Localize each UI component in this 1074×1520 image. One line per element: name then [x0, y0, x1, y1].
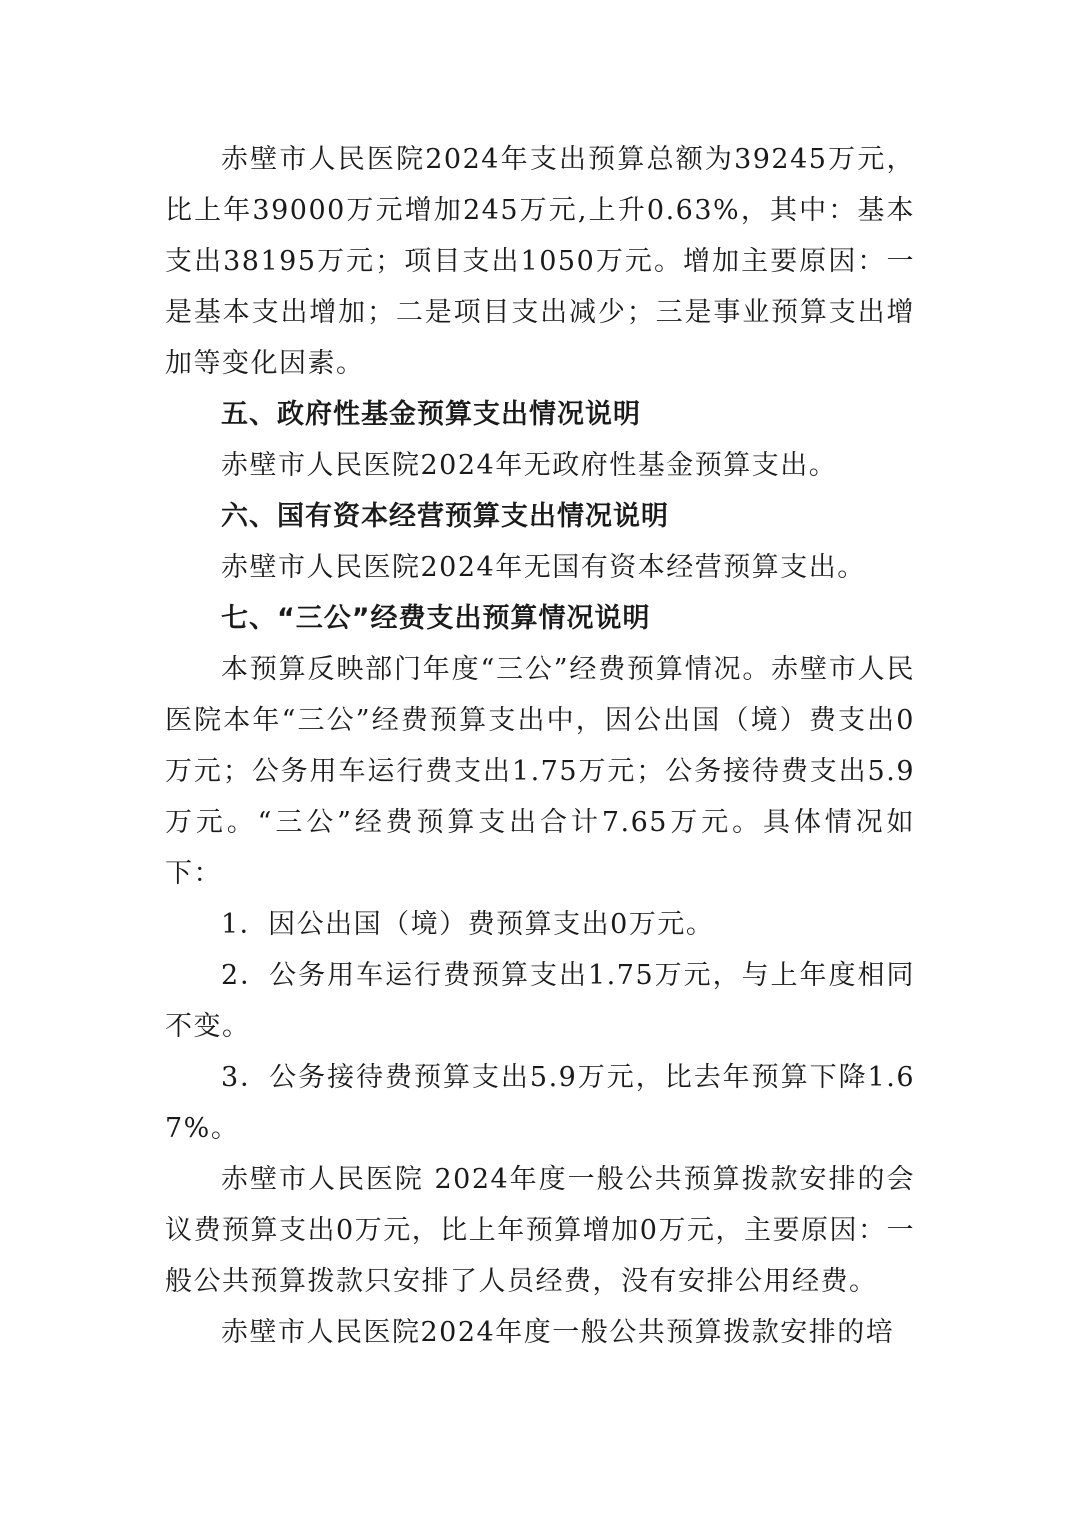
section-heading-three-public: 七、“三公”经费支出预算情况说明 — [221, 603, 651, 634]
document-body — [165, 134, 915, 1358]
list-item-overseas: 1．因公出国（境）费预算支出0万元。 — [221, 909, 715, 940]
list-item-vehicle: 2．公务用车运行费预算支出1.75万元，与上年度相同不变。 — [165, 960, 915, 1042]
budget-total-paragraph: 赤壁市人民医院2024年支出预算总额为39245万元，比上年39000万元增加245万元,上升0.63%，其中：基本支出38195万元；项目支出1050万元。增加主要原因：一是基本支出增加；二是项目支出减少；三是事业预算支出增加等变化因素。 — [165, 144, 915, 379]
state-capital-paragraph: 赤壁市人民医院2024年无国有资本经营预算支出。 — [221, 552, 866, 583]
meeting-fee-paragraph: 赤壁市人民医院 2024年度一般公共预算拨款安排的会议费预算支出0万元，比上年预算增加0万元，主要原因：一般公共预算拨款只安排了人员经费，没有安排公用经费。 — [165, 1164, 915, 1297]
section-heading-state-capital: 六、国有资本经营预算支出情况说明 — [221, 501, 669, 532]
government-fund-paragraph: 赤壁市人民医院2024年无政府性基金预算支出。 — [221, 450, 838, 481]
section-heading-government-fund: 五、政府性基金预算支出情况说明 — [221, 399, 641, 430]
training-fee-paragraph: 赤壁市人民医院2024年度一般公共预算拨款安排的培 — [221, 1317, 895, 1348]
list-item-reception: 3．公务接待费预算支出5.9万元，比去年预算下降1.67%。 — [165, 1062, 915, 1144]
three-public-paragraph: 本预算反映部门年度“三公”经费预算情况。赤壁市人民医院本年“三公”经费预算支出中，因公出国（境）费支出0万元；公务用车运行费支出1.75万元；公务接待费支出5.9万元。“三公”经费预算支出合计7.65万元。具体情况如下： — [165, 654, 915, 889]
